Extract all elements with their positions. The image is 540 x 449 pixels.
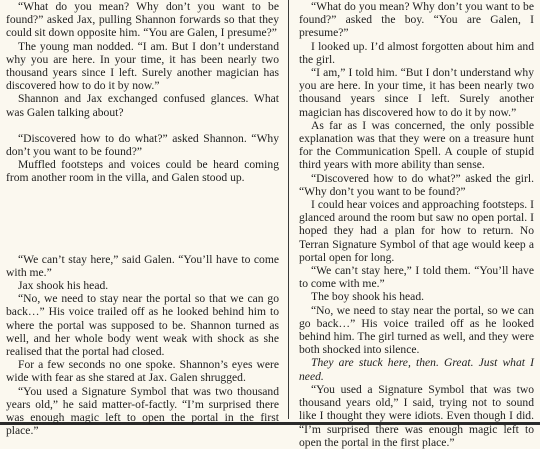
section-gap bbox=[6, 185, 279, 253]
paragraph: I looked up. I’d almost forgotten about him and the girl. bbox=[299, 39, 534, 66]
paragraph: I could hear voices and approaching footsteps. I glanced around the room but saw no open portal. I hoped they had a plan for how to return. No Terran Signature Symbol of that age would keep a portal open for long. bbox=[299, 198, 534, 264]
paragraph: “You used a Signature Symbol that was two thousand years old,” he said matter-of-factly. “I’m surprised there was enough magic left to open the portal in the first place.” bbox=[6, 384, 279, 438]
paragraph: “What do you mean? Why don’t you want to be found?” asked Jax, pulling Shannon forwards so that they could sit down opposite him. “You are Galen, I presume?” bbox=[6, 0, 279, 40]
paragraph: “We can’t stay here,” said Galen. “You’ll have to come with me.” bbox=[6, 252, 279, 279]
paragraph: “I am,” I told him. “But I don’t understand why you are here. In your time, it has been nearly two thousand years since I left. Surely another magician has discovered how to do it by now.” bbox=[299, 66, 534, 119]
paragraph: “No, we need to stay near the portal so that we can go back…” His voice trailed off as he looked behind him to where the portal was supposed to be. Shannon turned as well, and her whole body went weak with shock as she realised that the portal had closed. bbox=[6, 292, 279, 359]
paragraph-gap bbox=[6, 119, 279, 132]
paragraph: As far as I was concerned, the only possible explanation was that they were on a treasure hunt for the Communication Spell. A couple of stupid third years with more ability than sense. bbox=[299, 118, 534, 172]
paragraph: “No, we need to stay near the portal, so we can go back…” His voice trailed off as he looked behind him. The girl turned as well, and they were both shocked into silence. bbox=[299, 303, 534, 357]
paragraph: For a few seconds no one spoke. Shannon’s eyes were wide with fear as she stared at Jax. Galen shrugged. bbox=[6, 358, 279, 385]
paragraph: The young man nodded. “I am. But I don’t understand why you are here. In your time, it has been nearly two thousand years since I left. Surely another magician has discovered how to do it by now.” bbox=[6, 39, 279, 93]
paragraph: Muffled footsteps and voices could be heard coming from another room in the villa, and Galen stood up. bbox=[6, 158, 279, 185]
paragraph: The boy shook his head. bbox=[311, 290, 425, 304]
right-column bbox=[289, 0, 540, 449]
paragraph: “Discovered how to do what?” asked the girl. “Why don’t you want to be found?” bbox=[299, 171, 534, 198]
paragraph: “You used a Signature Symbol that was two thousand years old,” I said, trying not to sound like I thought they were idiots. Even though I did. “I’m surprised there was enough magic left to open the portal in the first place.” bbox=[299, 382, 534, 449]
paragraph: “We can’t stay here,” I told them. “You’ll have to come with me.” bbox=[299, 264, 534, 291]
paragraph: “Discovered how to do what?” asked Shannon. “Why don’t you want to be found?” bbox=[6, 131, 279, 159]
paragraph: Jax shook his head. bbox=[18, 279, 109, 293]
paragraph: Shannon and Jax exchanged confused glances. What was Galen talking about? bbox=[6, 92, 279, 119]
paragraph: “What do you mean? Why don’t you want to be found?” asked the boy. “You are Galen, I presume?” bbox=[299, 0, 534, 40]
italic-thought: They are stuck here, then. Great. Just what I need. bbox=[299, 356, 534, 383]
